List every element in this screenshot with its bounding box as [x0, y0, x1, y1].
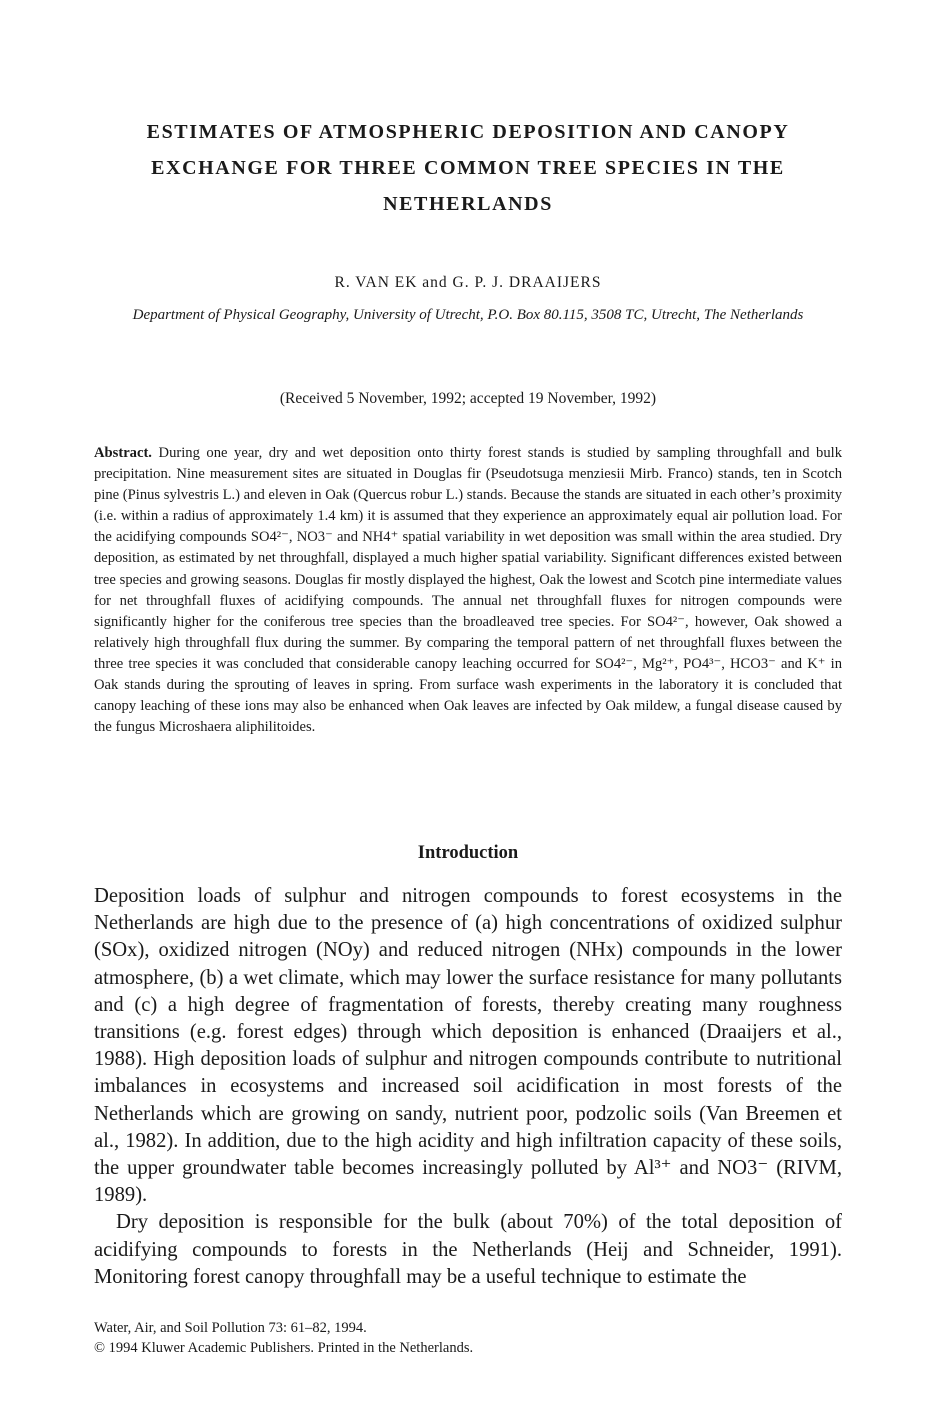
- journal-citation: Water, Air, and Soil Pollution 73: 61–82, 1994.: [94, 1320, 367, 1336]
- abstract-text: During one year, dry and wet deposition onto thirty forest stands is studied by sampling throughfall and bulk precipitation. Nine measurement sites are situated in Douglas fir (Pseudotsuga menziesii Mirb. Franco) stands, ten in Scotch pine (Pinus sylvestris L.) and eleven in Oak (Quercus robur L.) stands. Because the stands are situated in each other’s proximity (i.e. within a radius of approximately 1.4 km) it is assumed that they experience an approximately equal air pollution load. For the acidifying compounds SO4²⁻, NO3⁻ and NH4⁺ spatial variability in wet deposition was small within the area studied. Dry deposition, as estimated by net throughfall, displayed a much higher spatial variability. Significant differences existed between tree species and growing seasons. Douglas fir mostly displayed the highest, Oak the lowest and Scotch pine intermediate values for net throughfall fluxes of acidifying compounds. The annual net throughfall fluxes for nitrogen compounds were significantly higher for the coniferous tree species than the broadleaved tree species. For SO4²⁻, however, Oak showed a relatively high throughfall flux during the summer. By comparing the temporal pattern of net throughfall fluxes between the three tree species it was concluded that considerable canopy leaching occurred for SO4²⁻, Mg²⁺, PO4³⁻, HCO3⁻ and K⁺ in Oak stands during the sprouting of leaves in spring. From surface wash experiments in the laboratory it is concluded that canopy leaching of these ions may also be enhanced when Oak leaves are infected by Oak mildew, a fungal disease caused by the fungus Microshaera aliphilitoides.: [94, 445, 842, 736]
- abstract: [94, 443, 842, 738]
- page-footer: [94, 1318, 842, 1358]
- authors-line: R. VAN EK and G. P. J. DRAAIJERS: [334, 274, 602, 291]
- paper-title: ESTIMATES OF ATMOSPHERIC DEPOSITION AND CANOPY EXCHANGE FOR THREE COMMON TREE SPECIES IN THE NETHERLANDS: [146, 121, 790, 215]
- copyright-line: © 1994 Kluwer Academic Publishers. Printed in the Netherlands.: [94, 1340, 474, 1356]
- section-heading-introduction: Introduction: [417, 843, 519, 863]
- affiliation: Department of Physical Geography, University of Utrecht, P.O. Box 80.115, 3508 TC, Utrecht, The Netherlands: [132, 307, 804, 323]
- body-paragraph: Dry deposition is responsible for the bulk (about 70%) of the total deposition of acidifying compounds to forests in the Netherlands (Heij and Schneider, 1991). Monitoring forest canopy throughfall may be a useful technique to estimate the: [94, 1211, 842, 1288]
- body-text: [94, 883, 842, 1291]
- abstract-label: Abstract.: [94, 445, 152, 461]
- body-paragraph: Deposition loads of sulphur and nitrogen compounds to forest ecosystems in the Netherlands are high due to the presence of (a) high concentrations of oxidized sulphur (SOx), oxidized nitrogen (NOy) and reduced nitrogen (NHx) compounds in the lower atmosphere, (b) a wet climate, which may lower the surface resistance for many pollutants and (c) a high degree of fragmentation of forests, thereby creating many roughness transitions (e.g. forest edges) through which deposition is enhanced (Draaijers et al., 1988). High deposition loads of sulphur and nitrogen compounds contribute to nutritional imbalances in ecosystems and increased soil acidification in most forests of the Netherlands which are growing on sandy, nutrient poor, podzolic soils (Van Breemen et al., 1982). In addition, due to the high acidity and high infiltration capacity of these soils, the upper groundwater table becomes increasingly polluted by Al³⁺ and NO3⁻ (RIVM, 1989).: [94, 885, 842, 1207]
- received-date: (Received 5 November, 1992; accepted 19 November, 1992): [279, 390, 657, 407]
